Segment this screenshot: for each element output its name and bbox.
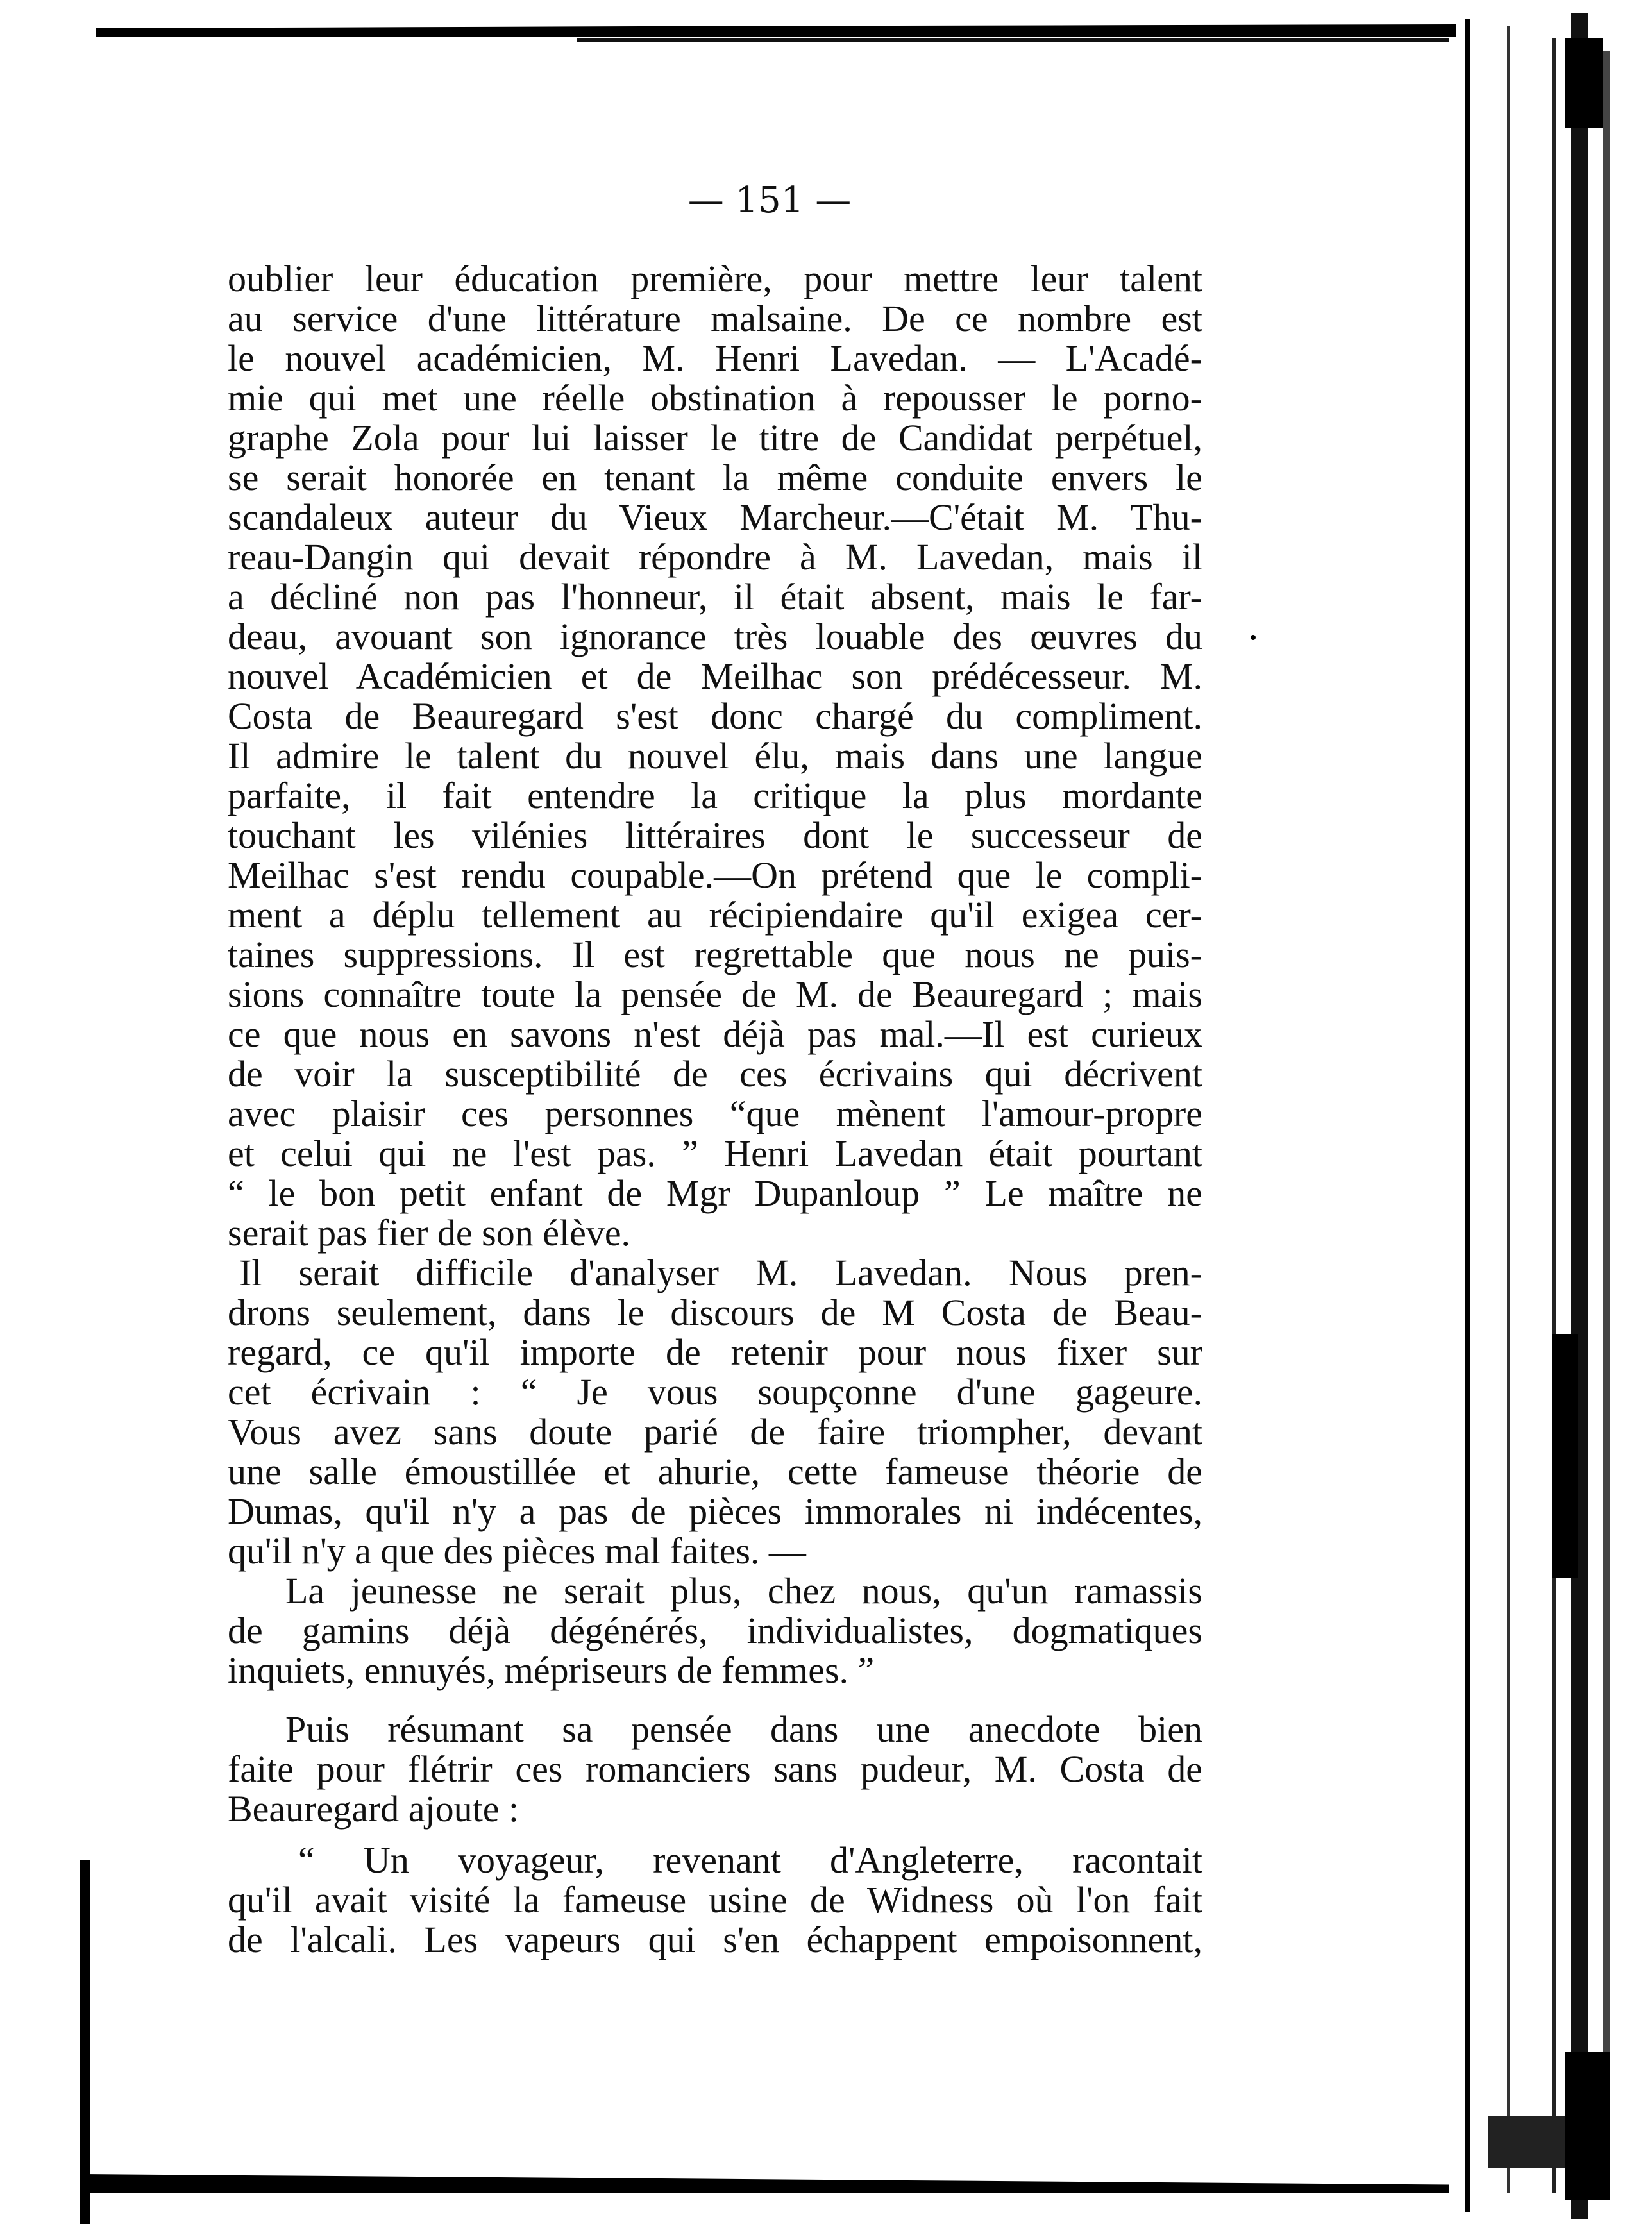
text-line: ce que nous en savons n'est déjà pas mal.—Il est curieux <box>228 1013 1202 1055</box>
text-line: Il admire le talent du nouvel élu, mais dans une langue <box>228 735 1202 777</box>
text-line: le nouvel académicien, M. Henri Lavedan. — L'Acadé- <box>228 337 1202 379</box>
text-line: se serait honorée en tenant la même conduite envers le <box>228 457 1202 498</box>
scan-gutter-blot <box>1488 2116 1565 2168</box>
text-line: une salle émoustillée et ahurie, cette fameuse théorie de <box>228 1451 1202 1492</box>
text-line: ment a déplu tellement au récipiendaire qu'il exigea cer- <box>228 894 1202 936</box>
text-line: graphe Zola pour lui laisser le titre de Candidat perpétuel, <box>228 417 1202 459</box>
text-line: drons seulement, dans le discours de M Costa de Beau- <box>228 1292 1202 1333</box>
scan-speck <box>1251 635 1256 640</box>
text-line: reau-Dangin qui devait répondre à M. Lavedan, mais il <box>228 536 1202 578</box>
text-line: La jeunesse ne serait plus, chez nous, qu'un ramassis <box>285 1570 1202 1612</box>
text-line: cet écrivain : “ Je vous soupçonne d'une gageure. <box>228 1371 1202 1413</box>
text-line: taines suppressions. Il est regrettable que nous ne puis- <box>228 934 1202 975</box>
text-line: qu'il avait visité la fameuse usine de Widness où l'on fait <box>228 1879 1202 1921</box>
scan-top-border <box>96 24 1456 37</box>
scan-gutter-blot <box>1565 2052 1610 2200</box>
text-line: regard, ce qu'il importe de retenir pour nous fixer sur <box>228 1331 1202 1373</box>
text-line: nouvel Académicien et de Meilhac son prédécesseur. M. <box>228 655 1202 697</box>
text-line: de l'alcali. Les vapeurs qui s'en échappent empoisonnent, <box>228 1919 1202 1960</box>
text-line: “ Un voyageur, revenant d'Angleterre, racontait <box>298 1839 1202 1881</box>
scan-top-border-thin <box>577 38 1449 42</box>
text-line: et celui qui ne l'est pas. ” Henri Lavedan était pourtant <box>228 1133 1202 1174</box>
text-line: a décliné non pas l'honneur, il était absent, mais le far- <box>228 576 1202 618</box>
scan-left-edge <box>80 1860 90 2224</box>
text-line: oublier leur éducation première, pour mettre leur talent <box>228 258 1202 299</box>
text-line: deau, avouant son ignorance très louable des œuvres du <box>228 616 1202 657</box>
text-line: Puis résumant sa pensée dans une anecdote bien <box>285 1708 1202 1750</box>
text-line: Il serait difficile d'analyser M. Lavedan. Nous pren- <box>239 1252 1202 1293</box>
text-line: Meilhac s'est rendu coupable.—On prétend que le compli- <box>228 854 1202 896</box>
text-line: avec plaisir ces personnes “que mènent l'amour-propre <box>228 1093 1202 1134</box>
text-line: Vous avez sans doute parié de faire triompher, devant <box>228 1411 1202 1453</box>
scan-gutter-line <box>1465 19 1470 2212</box>
scan-gutter-line <box>1507 26 1510 2193</box>
text-line: sions connaître toute la pensée de M. de Beauregard ; mais <box>228 973 1202 1015</box>
scan-gutter-line <box>1603 51 1610 2168</box>
scan-bottom-border <box>83 2174 1449 2193</box>
scan-gutter-blot <box>1565 38 1603 128</box>
text-line: de voir la susceptibilité de ces écrivains qui décrivent <box>228 1053 1202 1095</box>
text-line: Dumas, qu'il n'y a pas de pièces immorales ni indécentes, <box>228 1490 1202 1532</box>
text-line: Beauregard ajoute : <box>228 1788 519 1830</box>
text-line: mie qui met une réelle obstination à repousser le porno- <box>228 377 1202 419</box>
text-line: scandaleux auteur du Vieux Marcheur.—C'était M. Thu- <box>228 496 1202 538</box>
text-line: inquiets, ennuyés, mépriseurs de femmes. ” <box>228 1649 875 1691</box>
text-line: faite pour flétrir ces romanciers sans pudeur, M. Costa de <box>228 1748 1202 1790</box>
text-line: qu'il n'y a que des pièces mal faites. — <box>228 1530 806 1572</box>
text-line: parfaite, il fait entendre la critique la plus mordante <box>228 775 1202 816</box>
text-line: de gamins déjà dégénérés, individualistes, dogmatiques <box>228 1610 1202 1651</box>
text-line: “ le bon petit enfant de Mgr Dupanloup ” Le maître ne <box>228 1172 1202 1214</box>
text-line: Costa de Beauregard s'est donc chargé du compliment. <box>228 695 1202 737</box>
scan-gutter-line <box>1571 13 1588 2219</box>
text-line: serait pas fier de son élève. <box>228 1212 631 1254</box>
scan-gutter-line <box>1552 38 1556 2193</box>
scan-gutter-blot <box>1552 1334 1578 1578</box>
page-number: — 151 — <box>687 180 852 221</box>
text-line: au service d'une littérature malsaine. De ce nombre est <box>228 298 1202 339</box>
text-line: touchant les vilénies littéraires dont le successeur de <box>228 814 1202 856</box>
